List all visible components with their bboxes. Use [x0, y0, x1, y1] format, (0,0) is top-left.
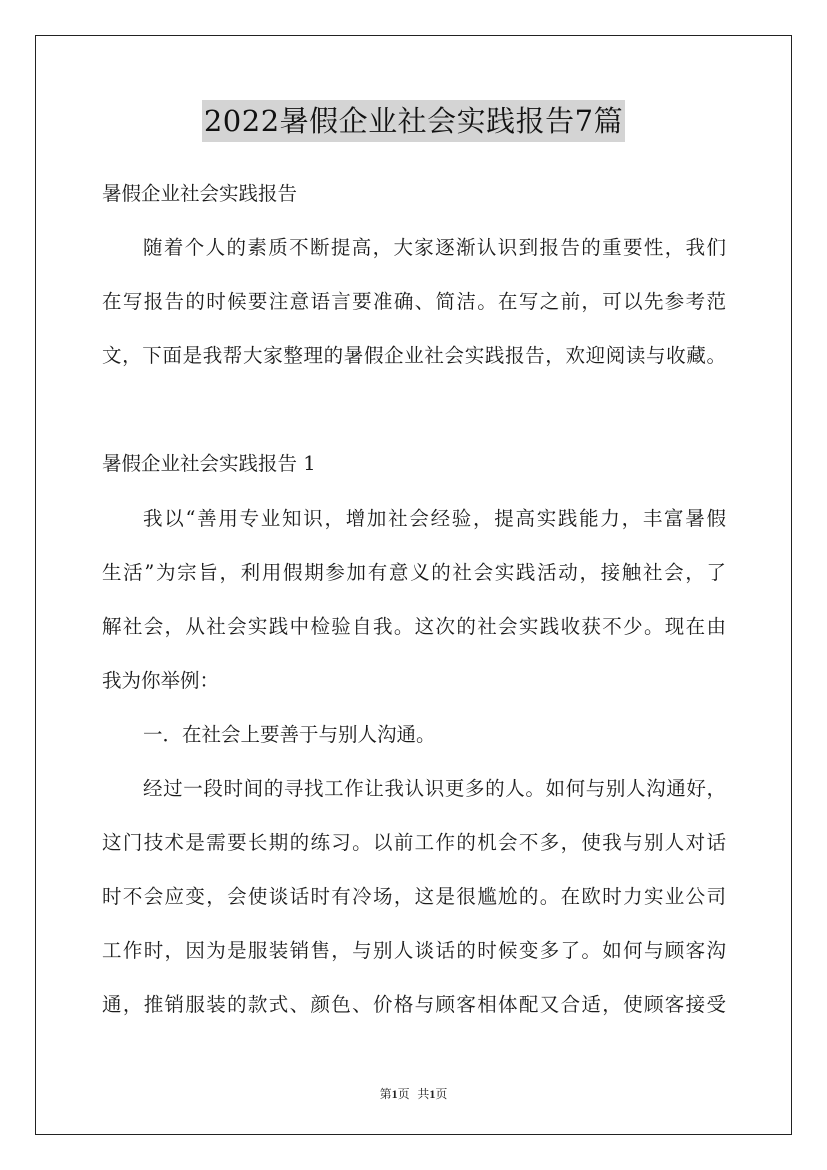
paragraph-line: 时不会应变，会使谈话时有冷场，这是很尴尬的。在欧时力实业公司	[102, 885, 726, 908]
document-title: 2022暑假企业社会实践报告7篇	[202, 100, 625, 142]
paragraph-line: 我为你举例：	[102, 669, 220, 692]
section-title: 暑假企业社会实践报告 1	[102, 452, 316, 475]
total-unit: 页	[435, 1087, 448, 1101]
page-prefix: 第	[379, 1087, 392, 1101]
intro-line: 文，下面是我帮大家整理的暑假企业社会实践报告，欢迎阅读与收藏。	[102, 344, 726, 367]
paragraph-line: 通，推销服装的款式、颜色、价格与顾客相体配又合适，使顾客接受	[102, 993, 726, 1016]
page-number: 1	[391, 1087, 398, 1101]
paragraph-line: 解社会，从社会实践中检验自我。这次的社会实践收获不少。现在由	[102, 615, 726, 638]
paragraph-line: 经过一段时间的寻找工作让我认识更多的人。如何与别人沟通好，	[143, 777, 726, 800]
paragraph-line: 工作时，因为是服装销售，与别人谈话的时候变多了。如何与顾客沟	[102, 939, 726, 962]
subheading: 暑假企业社会实践报告	[102, 182, 298, 205]
paragraph-line: 我以“善用专业知识，增加社会经验，提高实践能力，丰富暑假	[143, 507, 726, 530]
paragraph-line: 这门技术是需要长期的练习。以前工作的机会不多，使我与别人对话	[102, 831, 726, 854]
intro-line: 在写报告的时候要注意语言要准确、简洁。在写之前，可以先参考范	[102, 290, 726, 313]
intro-line: 随着个人的素质不断提高，大家逐渐认识到报告的重要性，我们	[143, 236, 726, 259]
list-point: 一．在社会上要善于与别人沟通。	[143, 723, 436, 746]
title-container	[0, 100, 827, 142]
page-total: 1	[429, 1087, 436, 1101]
paragraph-line: 生活”为宗旨，利用假期参加有意义的社会实践活动，接触社会，了	[102, 561, 726, 584]
page-footer	[0, 1085, 827, 1102]
total-prefix: 共	[417, 1087, 430, 1101]
page-unit: 页	[397, 1087, 410, 1101]
